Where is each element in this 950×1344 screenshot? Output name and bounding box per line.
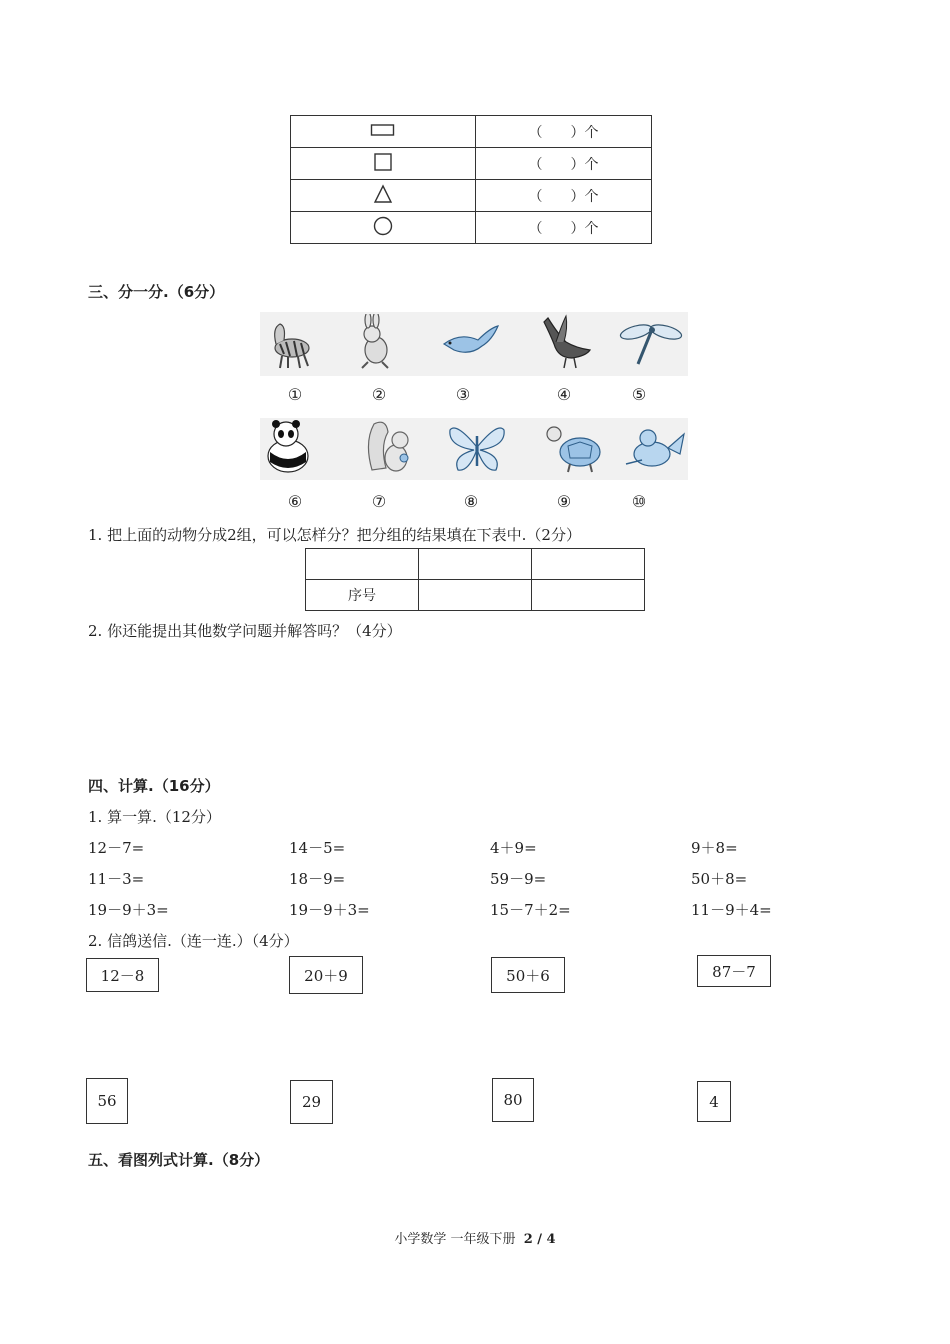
rabbit-icon xyxy=(352,314,400,372)
group-header-cell[interactable] xyxy=(306,549,419,580)
bird-icon xyxy=(622,424,686,474)
squirrel-icon xyxy=(364,418,416,476)
group-answer-cell[interactable] xyxy=(532,580,645,611)
mailbox-answer-box[interactable]: 29 xyxy=(290,1080,333,1124)
circle-icon xyxy=(372,215,394,237)
triangle-icon xyxy=(373,184,393,204)
equation[interactable]: 11－3= xyxy=(88,870,145,888)
square-icon xyxy=(373,152,393,172)
equation[interactable]: 11－9＋4= xyxy=(691,901,772,919)
pigeon-expression-box[interactable]: 87－7 xyxy=(697,955,771,987)
answer-cell[interactable]: （ ）个 xyxy=(476,180,652,212)
footer-text: 小学数学 一年级下册 xyxy=(394,1232,516,1247)
equation[interactable]: 9＋8= xyxy=(691,839,738,857)
answer-cell[interactable]: （ ）个 xyxy=(476,148,652,180)
equation[interactable]: 14－5= xyxy=(289,839,346,857)
animal-number: ⑥ xyxy=(287,492,303,511)
section3-title: 三、分一分.（6分） xyxy=(88,283,225,301)
equation[interactable]: 59－9= xyxy=(490,870,547,888)
animal-number: ④ xyxy=(556,385,572,404)
animal-number: ⑩ xyxy=(631,492,647,511)
animal-number: ⑧ xyxy=(463,492,479,511)
group-label-cell: 序号 xyxy=(306,580,419,611)
animal-number: ⑦ xyxy=(371,492,387,511)
mailbox-answer-box[interactable]: 80 xyxy=(492,1078,534,1122)
group-header-cell[interactable] xyxy=(419,549,532,580)
panda-icon xyxy=(262,418,314,476)
animal-number: ① xyxy=(287,385,303,404)
butterfly-icon xyxy=(446,422,508,474)
animal-number: ⑤ xyxy=(631,385,647,404)
equation[interactable]: 18－9= xyxy=(289,870,346,888)
answer-cell[interactable]: （ ）个 xyxy=(476,116,652,148)
answer-cell[interactable]: （ ）个 xyxy=(476,212,652,244)
pigeon-expression-box[interactable]: 50＋6 xyxy=(491,957,565,993)
shape-cell xyxy=(291,116,476,148)
group-answer-cell[interactable] xyxy=(419,580,532,611)
page-footer xyxy=(0,1228,950,1247)
equation[interactable]: 12－7= xyxy=(88,839,145,857)
pigeon-expression-box[interactable]: 12－8 xyxy=(86,958,159,992)
equation[interactable]: 50＋8= xyxy=(691,870,748,888)
section3-question2: 2. 你还能提出其他数学问题并解答吗？（4分） xyxy=(88,622,402,640)
dragonfly-icon xyxy=(618,318,684,368)
turtle-icon xyxy=(544,420,606,474)
shape-cell xyxy=(291,212,476,244)
section5-title: 五、看图列式计算.（8分） xyxy=(88,1151,270,1169)
animal-number: ② xyxy=(371,385,387,404)
shape-cell xyxy=(291,180,476,212)
pigeon-expression-box[interactable]: 20＋9 xyxy=(289,956,363,994)
zebra-icon xyxy=(266,316,318,372)
section4-question2: 2. 信鸽送信.（连一连.）（4分） xyxy=(88,932,299,950)
equation[interactable]: 19－9＋3= xyxy=(88,901,169,919)
swallow-icon xyxy=(440,322,500,362)
section4-title: 四、计算.（16分） xyxy=(88,777,220,795)
shape-count-table xyxy=(290,115,652,244)
goose-icon xyxy=(536,314,592,372)
equation[interactable]: 19－9＋3= xyxy=(289,901,370,919)
group-header-cell[interactable] xyxy=(532,549,645,580)
shape-cell xyxy=(291,148,476,180)
mailbox-answer-box[interactable]: 4 xyxy=(697,1081,731,1122)
animal-number: ③ xyxy=(455,385,471,404)
grouping-table xyxy=(305,548,645,611)
animal-number: ⑨ xyxy=(556,492,572,511)
section4-question1: 1. 算一算.（12分） xyxy=(88,808,221,826)
page-number: 2 / 4 xyxy=(523,1232,556,1247)
mailbox-answer-box[interactable]: 56 xyxy=(86,1078,128,1124)
equation[interactable]: 15－7＋2= xyxy=(490,901,571,919)
section3-question1: 1. 把上面的动物分成2组，可以怎样分？把分组的结果填在下表中.（2分） xyxy=(88,526,581,544)
equation[interactable]: 4＋9= xyxy=(490,839,537,857)
rectangle-icon xyxy=(370,123,396,137)
